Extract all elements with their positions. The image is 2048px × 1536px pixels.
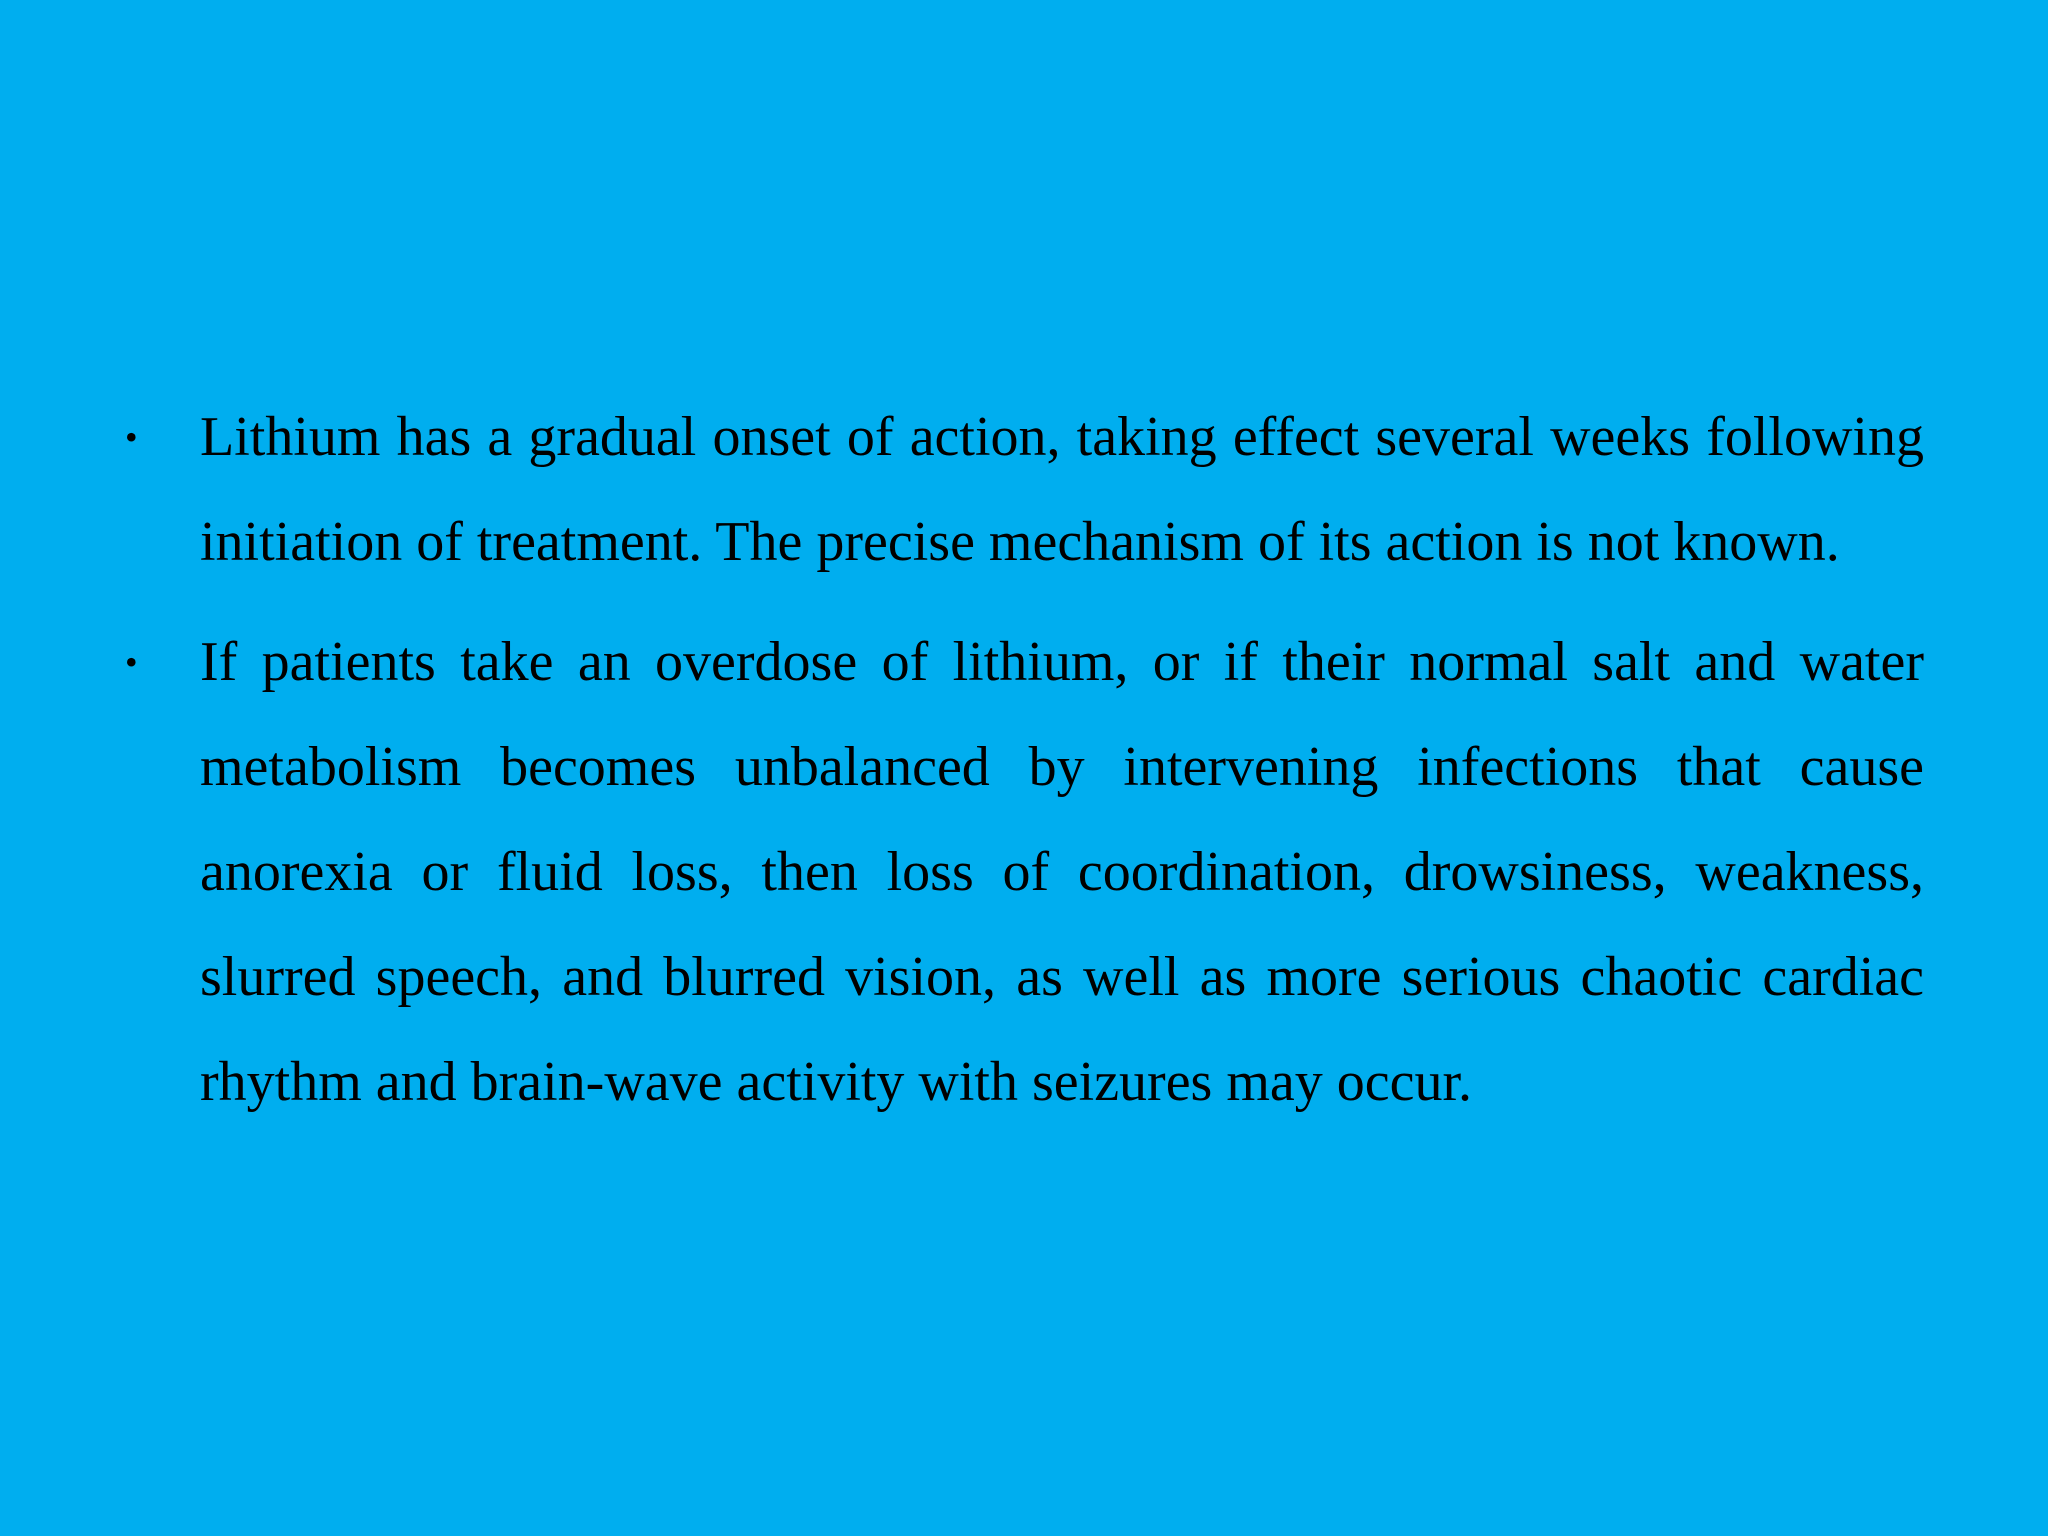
bullet-text-overdose: If patients take an overdose of lithium, or if their normal salt and water metabolism becomes unbalanced by intervening infections that cause anorexia or fluid loss, then loss of coordination, drowsiness, weakness, slurred speech, and blurred vision, as well as more serious chaotic cardiac rhythm and brain-wave activity with seizures may occur. bbox=[200, 631, 1924, 1113]
bullet-item-overdose bbox=[120, 610, 1924, 1135]
bullet-list bbox=[120, 385, 1924, 1150]
bullet-marker-icon: • bbox=[125, 642, 138, 682]
bullet-text-onset: Lithium has a gradual onset of action, taking effect several weeks following initiation of treatment. The precise mechanism of its action is not known. bbox=[200, 406, 1924, 573]
bullet-marker-icon: • bbox=[125, 417, 138, 457]
bullet-item-onset bbox=[120, 385, 1924, 595]
